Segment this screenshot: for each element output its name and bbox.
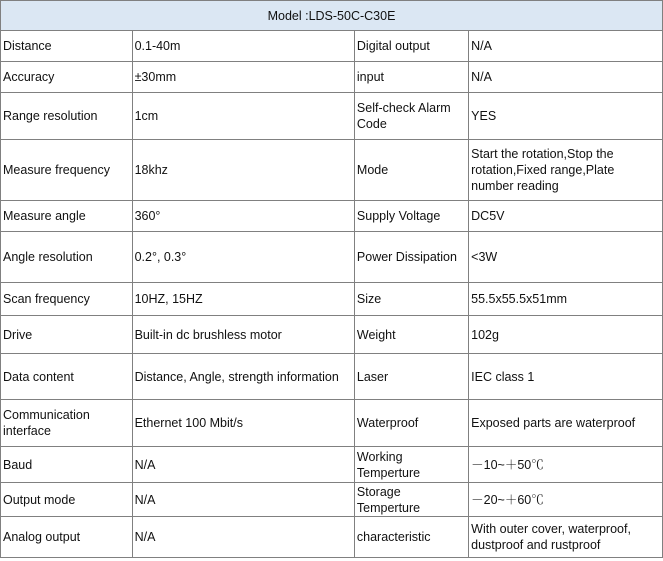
- spec-label: Output mode: [1, 483, 133, 517]
- table-row: [1, 316, 663, 354]
- spec-label: Self-check Alarm Code: [354, 93, 468, 140]
- spec-value: 10HZ, 15HZ: [132, 283, 354, 316]
- spec-label: Distance: [1, 31, 133, 62]
- spec-label: Data content: [1, 354, 133, 400]
- spec-value: IEC class 1: [469, 354, 663, 400]
- spec-value: Start the rotation,Stop the rotation,Fixed range,Plate number reading: [469, 140, 663, 201]
- model-title: Model :LDS-50C-C30E: [1, 1, 663, 31]
- spec-label: Storage Temperture: [354, 483, 468, 517]
- table-row: [1, 447, 663, 483]
- spec-label: Laser: [354, 354, 468, 400]
- spec-value: N/A: [132, 483, 354, 517]
- table-row: [1, 140, 663, 201]
- spec-value: <3W: [469, 232, 663, 283]
- spec-value: 0.2°, 0.3°: [132, 232, 354, 283]
- spec-value: 1cm: [132, 93, 354, 140]
- spec-label: Digital output: [354, 31, 468, 62]
- spec-label: Angle resolution: [1, 232, 133, 283]
- spec-label: input: [354, 62, 468, 93]
- spec-label: Measure angle: [1, 201, 133, 232]
- table-row: [1, 201, 663, 232]
- spec-label: Range resolution: [1, 93, 133, 140]
- table-row: [1, 483, 663, 517]
- title-row: [1, 1, 663, 31]
- spec-value: 18khz: [132, 140, 354, 201]
- spec-label: Measure frequency: [1, 140, 133, 201]
- spec-label: Drive: [1, 316, 133, 354]
- spec-label: Mode: [354, 140, 468, 201]
- spec-value: Built-in dc brushless motor: [132, 316, 354, 354]
- spec-value: ±30mm: [132, 62, 354, 93]
- spec-value: N/A: [469, 62, 663, 93]
- spec-value: －20~＋60℃: [469, 483, 663, 517]
- table-row: [1, 93, 663, 140]
- table-row: [1, 62, 663, 93]
- table-row: [1, 354, 663, 400]
- spec-label: Analog output: [1, 517, 133, 558]
- spec-value: －10~＋50℃: [469, 447, 663, 483]
- spec-label: Communication interface: [1, 400, 133, 447]
- spec-value: With outer cover, waterproof, dustproof and rustproof: [469, 517, 663, 558]
- spec-label: Supply Voltage: [354, 201, 468, 232]
- spec-label: Baud: [1, 447, 133, 483]
- table-row: [1, 31, 663, 62]
- spec-value: 55.5x55.5x51mm: [469, 283, 663, 316]
- spec-label: Scan frequency: [1, 283, 133, 316]
- spec-value: N/A: [132, 517, 354, 558]
- spec-value: YES: [469, 93, 663, 140]
- spec-label: Size: [354, 283, 468, 316]
- spec-value: Exposed parts are waterproof: [469, 400, 663, 447]
- spec-value: 0.1-40m: [132, 31, 354, 62]
- spec-value: N/A: [132, 447, 354, 483]
- table-row: [1, 232, 663, 283]
- table-row: [1, 283, 663, 316]
- spec-label: Weight: [354, 316, 468, 354]
- table-row: [1, 400, 663, 447]
- spec-label: Accuracy: [1, 62, 133, 93]
- spec-value: Distance, Angle, strength information: [132, 354, 354, 400]
- table-row: [1, 517, 663, 558]
- spec-label: Power Dissipation: [354, 232, 468, 283]
- spec-value: Ethernet 100 Mbit/s: [132, 400, 354, 447]
- spec-value: 102g: [469, 316, 663, 354]
- spec-label: characteristic: [354, 517, 468, 558]
- spec-value: DC5V: [469, 201, 663, 232]
- spec-value: N/A: [469, 31, 663, 62]
- spec-label: Working Temperture: [354, 447, 468, 483]
- spec-value: 360°: [132, 201, 354, 232]
- spec-label: Waterproof: [354, 400, 468, 447]
